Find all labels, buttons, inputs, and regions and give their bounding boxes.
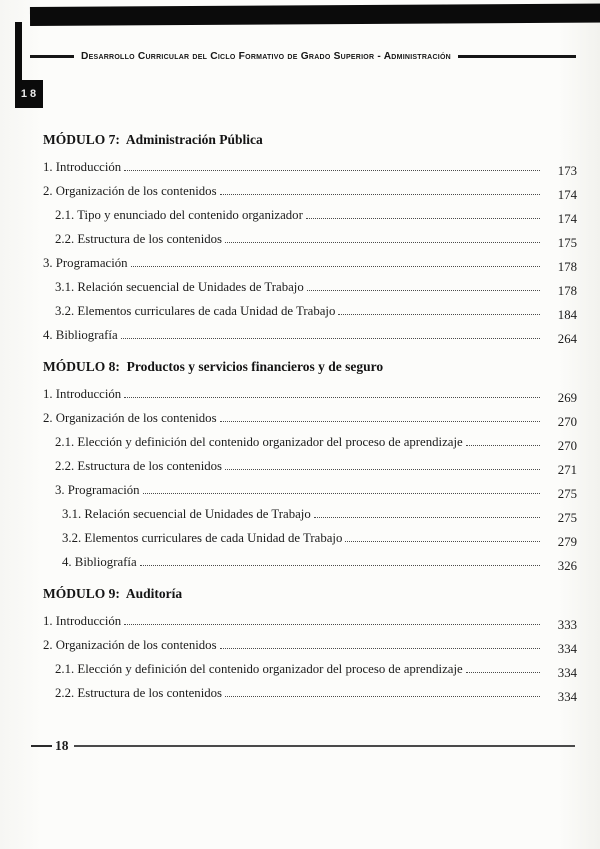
toc-entry bbox=[43, 555, 577, 573]
toc-entry bbox=[43, 160, 577, 178]
toc-entry-label: 4. Bibliografía bbox=[62, 555, 137, 569]
toc-entry bbox=[43, 184, 577, 202]
footer-rule-right bbox=[74, 745, 576, 746]
toc-entry-label: 1. Introducción bbox=[43, 614, 122, 628]
toc-entry-label: 1. Introducción bbox=[43, 160, 122, 174]
toc-entry-label: 2. Organización de los contenidos bbox=[43, 184, 217, 198]
table-of-contents bbox=[43, 132, 577, 717]
toc-entry-label: 2.1. Elección y definición del contenido organizador del proceso de aprendizaje bbox=[55, 662, 463, 676]
dotted-leader bbox=[345, 541, 540, 542]
toc-entry-label: 3.1. Relación secuencial de Unidades de Trabajo bbox=[62, 507, 311, 521]
dotted-leader bbox=[338, 314, 540, 315]
module-title: MÓDULO 8: Productos y servicios financieros y de seguro bbox=[43, 359, 384, 374]
toc-entry bbox=[43, 662, 577, 680]
dotted-leader bbox=[225, 469, 540, 470]
dotted-leader bbox=[220, 421, 540, 422]
toc-entry-label: 3. Programación bbox=[43, 256, 128, 270]
toc-entry-page: 334 bbox=[557, 690, 577, 704]
toc-entry-label: 3.2. Elementos curriculares de cada Unidad de Trabajo bbox=[62, 531, 343, 545]
toc-entry bbox=[43, 507, 577, 525]
toc-entry-label: 2.1. Tipo y enunciado del contenido organizador bbox=[55, 208, 303, 222]
toc-entry-label: 2. Organización de los contenidos bbox=[43, 411, 217, 425]
toc-entry bbox=[43, 614, 577, 632]
toc-entry-page: 334 bbox=[557, 642, 577, 656]
toc-entry-label: 2. Organización de los contenidos bbox=[43, 638, 217, 652]
dotted-leader bbox=[124, 624, 540, 625]
dotted-leader bbox=[225, 696, 540, 697]
toc-entry-label: 2.2. Estructura de los contenidos bbox=[55, 459, 223, 473]
toc-entry-page: 178 bbox=[557, 284, 577, 298]
toc-entry-label: 2.2. Estructura de los contenidos bbox=[55, 232, 223, 246]
dotted-leader bbox=[220, 194, 540, 195]
toc-entry-label: 2.1. Elección y definición del contenido organizador del proceso de aprendizaje bbox=[55, 435, 463, 449]
footer-rule-left bbox=[31, 745, 52, 747]
toc-section bbox=[43, 359, 577, 573]
toc-entry-label: 3.2. Elementos curriculares de cada Unidad de Trabajo bbox=[55, 304, 336, 318]
dotted-leader bbox=[131, 266, 540, 267]
toc-entry-page: 178 bbox=[557, 260, 577, 274]
toc-entry-page: 173 bbox=[557, 164, 577, 178]
toc-entry bbox=[43, 280, 577, 298]
toc-entry-page: 184 bbox=[557, 308, 577, 322]
toc-entry-page: 275 bbox=[557, 487, 577, 501]
toc-section bbox=[43, 586, 577, 704]
toc-entry bbox=[43, 459, 577, 477]
toc-entry bbox=[43, 483, 577, 501]
header-rule-right bbox=[458, 55, 576, 58]
dotted-leader bbox=[307, 290, 540, 291]
toc-entry-label: 3.1. Relación secuencial de Unidades de Trabajo bbox=[55, 280, 304, 294]
toc-entry-page: 264 bbox=[557, 332, 577, 346]
scan-left-edge bbox=[15, 22, 22, 82]
toc-entry bbox=[43, 256, 577, 274]
header-rule-left bbox=[30, 55, 74, 58]
dotted-leader bbox=[143, 493, 540, 494]
toc-entry bbox=[43, 387, 577, 405]
page-footer bbox=[31, 738, 575, 754]
toc-entry-page: 270 bbox=[557, 439, 577, 453]
toc-entry-label: 2.2. Estructura de los contenidos bbox=[55, 686, 223, 700]
scan-top-edge bbox=[30, 3, 600, 26]
dotted-leader bbox=[306, 218, 540, 219]
toc-entry-page: 271 bbox=[557, 463, 577, 477]
footer-page-number: 18 bbox=[55, 738, 69, 753]
dotted-leader bbox=[225, 242, 540, 243]
toc-entry-page: 334 bbox=[557, 666, 577, 680]
running-header-title: Desarrollo Curricular del Ciclo Formativo de Grado Superior - Administración bbox=[81, 51, 451, 62]
toc-entry bbox=[43, 208, 577, 226]
toc-entry bbox=[43, 435, 577, 453]
toc-entry-page: 269 bbox=[557, 391, 577, 405]
module-title: MÓDULO 7: Administración Pública bbox=[43, 132, 263, 147]
toc-entry-label: 4. Bibliografía bbox=[43, 328, 118, 342]
dotted-leader bbox=[314, 517, 540, 518]
toc-entry bbox=[43, 232, 577, 250]
dotted-leader bbox=[124, 397, 540, 398]
toc-entry-page: 174 bbox=[557, 212, 577, 226]
toc-entry bbox=[43, 411, 577, 429]
page-edge-tab: 18 bbox=[15, 80, 43, 108]
toc-entry-page: 175 bbox=[557, 236, 577, 250]
dotted-leader bbox=[124, 170, 540, 171]
dotted-leader bbox=[220, 648, 540, 649]
dotted-leader bbox=[466, 672, 540, 673]
toc-entry-page: 326 bbox=[557, 559, 577, 573]
toc-entry-label: 1. Introducción bbox=[43, 387, 122, 401]
dotted-leader bbox=[121, 338, 540, 339]
toc-entry bbox=[43, 328, 577, 346]
toc-entry bbox=[43, 531, 577, 549]
dotted-leader bbox=[466, 445, 540, 446]
toc-entry-label: 3. Programación bbox=[55, 483, 140, 497]
toc-entry bbox=[43, 638, 577, 656]
dotted-leader bbox=[140, 565, 540, 566]
toc-entry-page: 174 bbox=[557, 188, 577, 202]
module-title: MÓDULO 9: Auditoría bbox=[43, 586, 183, 601]
toc-entry-page: 270 bbox=[557, 415, 577, 429]
toc-section bbox=[43, 132, 577, 346]
toc-entry-page: 275 bbox=[557, 511, 577, 525]
toc-entry bbox=[43, 686, 577, 704]
running-header bbox=[30, 51, 576, 62]
toc-entry-page: 279 bbox=[557, 535, 577, 549]
toc-entry-page: 333 bbox=[557, 618, 577, 632]
toc-entry bbox=[43, 304, 577, 322]
